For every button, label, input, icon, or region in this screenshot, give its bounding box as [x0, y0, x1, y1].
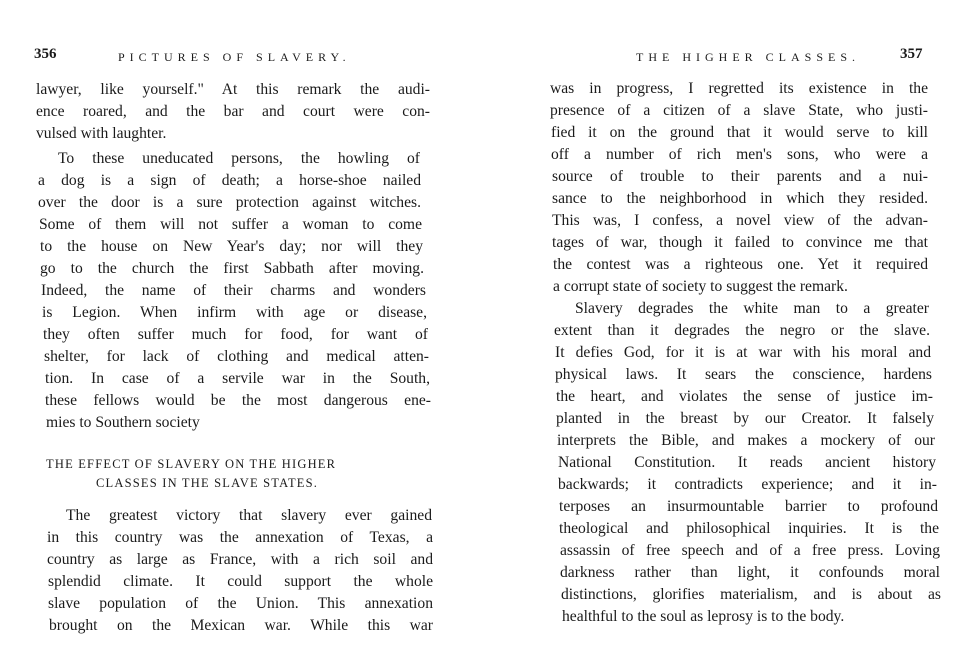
text-line: terposes an insurmountable barrier to profound [559, 498, 938, 515]
text-line: theological and philosophical inquiries. It is the [559, 520, 939, 537]
text-line: brought on the Mexican war. While this war [49, 617, 433, 634]
text-line: the heart, and violates the sense of justice im- [556, 388, 933, 405]
section-heading: CLASSES IN THE SLAVE STATES. [96, 476, 319, 490]
text-line: mies to Southern society [46, 414, 200, 431]
text-line: is Legion. When infirm with age or disease, [42, 304, 427, 321]
text-line: tion. In case of a servile war in the South, [45, 370, 430, 387]
page-number: 357 [900, 46, 923, 62]
text-line: slave population of the Union. This annexation [48, 595, 433, 612]
right-page [490, 0, 980, 668]
text-line: fied it on the ground that it would serve to kill [551, 124, 928, 141]
text-line: in this country was the annexation of Texas, a [47, 529, 433, 546]
text-line: interprets the Bible, and makes a mockery of our [557, 432, 935, 449]
text-line: they often suffer much for food, for want of [43, 326, 428, 343]
text-line: country as large as France, with a rich soil and [47, 551, 433, 568]
text-line: It defies God, for it is at war with his moral and [555, 344, 931, 361]
text-line: ence roared, and the bar and court were con- [36, 103, 430, 120]
text-line: off a number of rich men's sons, who were a [551, 146, 928, 163]
text-line: presence of a citizen of a slave State, who justi- [550, 102, 928, 119]
text-line: lawyer, like yourself." At this remark the audi- [36, 81, 430, 98]
text-line: go to the church the first Sabbath after moving. [40, 260, 424, 277]
text-line: shelter, for lack of clothing and medical atten- [44, 348, 429, 365]
text-line: sance to the neighborhood in which they resided. [552, 190, 928, 207]
text-line: splendid climate. It could support the whole [48, 573, 433, 590]
text-line: healthful to the soul as leprosy is to the body. [562, 608, 845, 625]
text-line: extent than it degrades the negro or the slave. [554, 322, 930, 339]
text-line: National Constitution. It reads ancient history [558, 454, 936, 471]
text-line: over the door is a sure protection against witches. [38, 194, 421, 211]
text-line: This was, I confess, a novel view of the advan- [552, 212, 928, 229]
page-number: 356 [34, 46, 57, 62]
text-line: the contest was a righteous one. Yet it required [553, 256, 928, 273]
text-line: darkness rather than light, it confounds moral [560, 564, 940, 581]
text-line: vulsed with laughter. [36, 125, 167, 142]
text-line: these fellows would be the most dangerous ene- [45, 392, 431, 409]
text-line: was in progress, I regretted its existence in the [550, 80, 928, 97]
text-line: physical laws. It sears the conscience, hardens [555, 366, 932, 383]
text-line: The greatest victory that slavery ever gained [66, 507, 432, 524]
text-line: To these uneducated persons, the howling of [58, 150, 420, 167]
text-line: backwards; it contradicts experience; and it in- [558, 476, 937, 493]
text-line: Some of them will not suffer a woman to come [39, 216, 422, 233]
text-line: to the house on New Year's day; nor will they [40, 238, 423, 255]
running-head: THE HIGHER CLASSES. [636, 50, 861, 64]
text-line: source of trouble to their parents and a nui- [552, 168, 928, 185]
text-line: planted in the breast by our Creator. It falsely [556, 410, 934, 427]
running-head: PICTURES OF SLAVERY. [118, 50, 351, 64]
text-line: a corrupt state of society to suggest the remark. [553, 278, 848, 295]
text-line: tages of war, though it failed to convince me that [552, 234, 928, 251]
section-heading: THE EFFECT OF SLAVERY ON THE HIGHER [46, 457, 337, 471]
text-line: assassin of free speech and of a free press. Loving [560, 542, 940, 559]
text-line: a dog is a sign of death; a horse-shoe nailed [38, 172, 421, 189]
text-line: Indeed, the name of their charms and wonders [41, 282, 426, 299]
text-line: Slavery degrades the white man to a greater [575, 300, 929, 317]
text-line: distinctions, glorifies materialism, and is about as [561, 586, 941, 603]
